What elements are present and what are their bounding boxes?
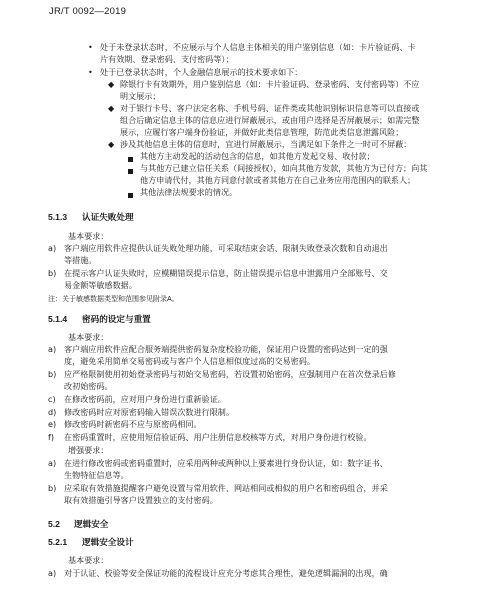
body-line: 在修改密码前，应对用户身份进行重新验证。 bbox=[64, 394, 226, 404]
body-line: 客户端应用软件应配合服务端提供密码复杂度校验功能，保证用户设置的密码达到一定的强 bbox=[64, 344, 388, 354]
body-line: 在提示客户认证失败时，应模糊错误提示信息，防止错误提示信息中泄露用户全部账号、交 bbox=[64, 268, 388, 278]
section-heading-5-2-1 bbox=[48, 536, 134, 549]
square-bullet-icon bbox=[128, 190, 133, 201]
square-bullet-icon bbox=[128, 154, 133, 165]
body-line: 应严格限制使用初始登录密码与初始交易密码，若设置初始密码，应强制用户在首次登录后修 bbox=[64, 369, 396, 379]
body-line: 易金额等敏感数据。 bbox=[64, 280, 137, 290]
item-label: e) bbox=[48, 419, 57, 429]
diamond-bullet-icon: ◆ bbox=[108, 79, 115, 89]
requirement-label: 基本要求： bbox=[68, 332, 109, 342]
diamond-bullet-icon: ◆ bbox=[108, 103, 115, 113]
section-title: 认证失败处理 bbox=[82, 213, 134, 223]
section-title: 逻辑安全设计 bbox=[82, 538, 134, 548]
body-line: 组合后确定信息主体的信息应进行屏蔽展示，或由用户选择是否屏蔽展示；如需完整 bbox=[120, 115, 420, 125]
body-line: 度，避免采用简单交易密码或与客户个人信息相似度过高的交易密码。 bbox=[64, 356, 315, 366]
section-number: 5.1.3 bbox=[48, 212, 68, 222]
body-line: 改初始密码。 bbox=[64, 381, 113, 391]
item-label: d) bbox=[48, 407, 57, 417]
requirement-label: 增强要求： bbox=[68, 445, 109, 455]
body-line: 其他方主动发起的活动包含的信息，如其他方发起交易、收付款； bbox=[140, 151, 375, 161]
body-line: 展示，应履行客户端身份验证，并做好此类信息管理，防范此类信息泄露风险； bbox=[120, 127, 404, 137]
body-line: 其他法律法规要求的情况。 bbox=[140, 187, 238, 197]
bullet-dot-icon: • bbox=[88, 67, 93, 77]
body-line: 取有效措施引导客户设置独立的支付密码。 bbox=[64, 495, 218, 505]
square-bullet-icon bbox=[128, 166, 133, 177]
item-label: c) bbox=[48, 394, 56, 404]
body-line: 生物特征信息等。 bbox=[64, 470, 129, 480]
item-label: a) bbox=[48, 458, 57, 468]
body-line: 对于认证、校验等安全保证功能的流程设计应充分考虑其合理性，避免逻辑漏洞的出现，确 bbox=[64, 568, 388, 578]
body-line: 修改密码时新密码不应与原密码相同。 bbox=[64, 419, 202, 429]
body-line: 在进行修改密码或密码重置时，应采用两种或两种以上要素进行身份认证，如：数字证书、 bbox=[64, 458, 388, 468]
requirement-label: 基本要求： bbox=[68, 231, 109, 241]
body-line: 片有效期、登录密码、支付密码等）； bbox=[100, 54, 234, 64]
body-line: 除银行卡有效期外，用户鉴别信息（如：卡片验证码、登录密码、支付密码等）不应 bbox=[120, 79, 420, 89]
item-label: f) bbox=[48, 432, 55, 442]
standard-code-header: JR/T 0092—2019 bbox=[49, 6, 127, 17]
section-heading-5-2 bbox=[48, 518, 108, 531]
section-number: 5.2.1 bbox=[48, 537, 68, 547]
diamond-bullet-icon: ◆ bbox=[108, 139, 115, 149]
body-line: 涉及其他信息主体的信息时，宜进行屏蔽展示，当满足如下条件之一时可不屏蔽： bbox=[120, 139, 412, 149]
item-label: b) bbox=[48, 483, 57, 493]
item-label: a) bbox=[48, 243, 57, 253]
item-label: a) bbox=[48, 344, 57, 354]
section-heading-5-1-4 bbox=[48, 313, 151, 326]
section-number: 5.1.4 bbox=[48, 314, 68, 324]
requirement-label: 基本要求： bbox=[68, 555, 109, 565]
footnote: 注：关于敏感数据类型和范围参见附录A。 bbox=[48, 295, 179, 303]
body-line: 处于未登录状态时，不应展示与个人信息主体相关的用户鉴别信息（如：卡片验证码、卡 bbox=[100, 42, 416, 52]
body-line: 与其他方已建立信任关系（间接授权），如向其他方发款，其他方为已付方；向其 bbox=[140, 163, 428, 173]
body-line: 客户端应用软件应提供认证失败处理功能，可采取结束会话、限制失败登录次数和自动退出 bbox=[64, 243, 388, 253]
section-title: 密码的设定与重置 bbox=[82, 315, 151, 325]
section-heading-5-1-3 bbox=[48, 211, 134, 224]
body-line: 在密码重置时，应使用短信验证码、用户注册信息校核等方式，对用户身份进行校验。 bbox=[64, 432, 372, 442]
body-line: 明文展示； bbox=[120, 91, 161, 101]
item-label: b) bbox=[48, 369, 57, 379]
body-line: 他方申请代付，其他方同意付款或者其他方在自己业务应用范围内的联系人； bbox=[140, 175, 416, 185]
body-line: 对于银行卡号、客户法定名称、手机号码、证件类或其他识别标识信息等可以直接或 bbox=[120, 103, 420, 113]
item-label: a) bbox=[48, 568, 57, 578]
item-label: b) bbox=[48, 268, 57, 278]
body-line: 修改密码时应对原密码输入错误次数进行限制。 bbox=[64, 407, 234, 417]
body-line: 等措施。 bbox=[64, 255, 97, 265]
body-line: 处于已登录状态时，个人金融信息展示的技术要求如下： bbox=[100, 67, 303, 77]
body-line: 应采取有效措施提醒客户避免设置与常用软件、网站相同或相似的用户名和密码组合，并采 bbox=[64, 483, 388, 493]
section-number: 5.2 bbox=[48, 519, 60, 529]
section-title: 逻辑安全 bbox=[74, 520, 109, 530]
bullet-dot-icon: • bbox=[88, 42, 93, 52]
